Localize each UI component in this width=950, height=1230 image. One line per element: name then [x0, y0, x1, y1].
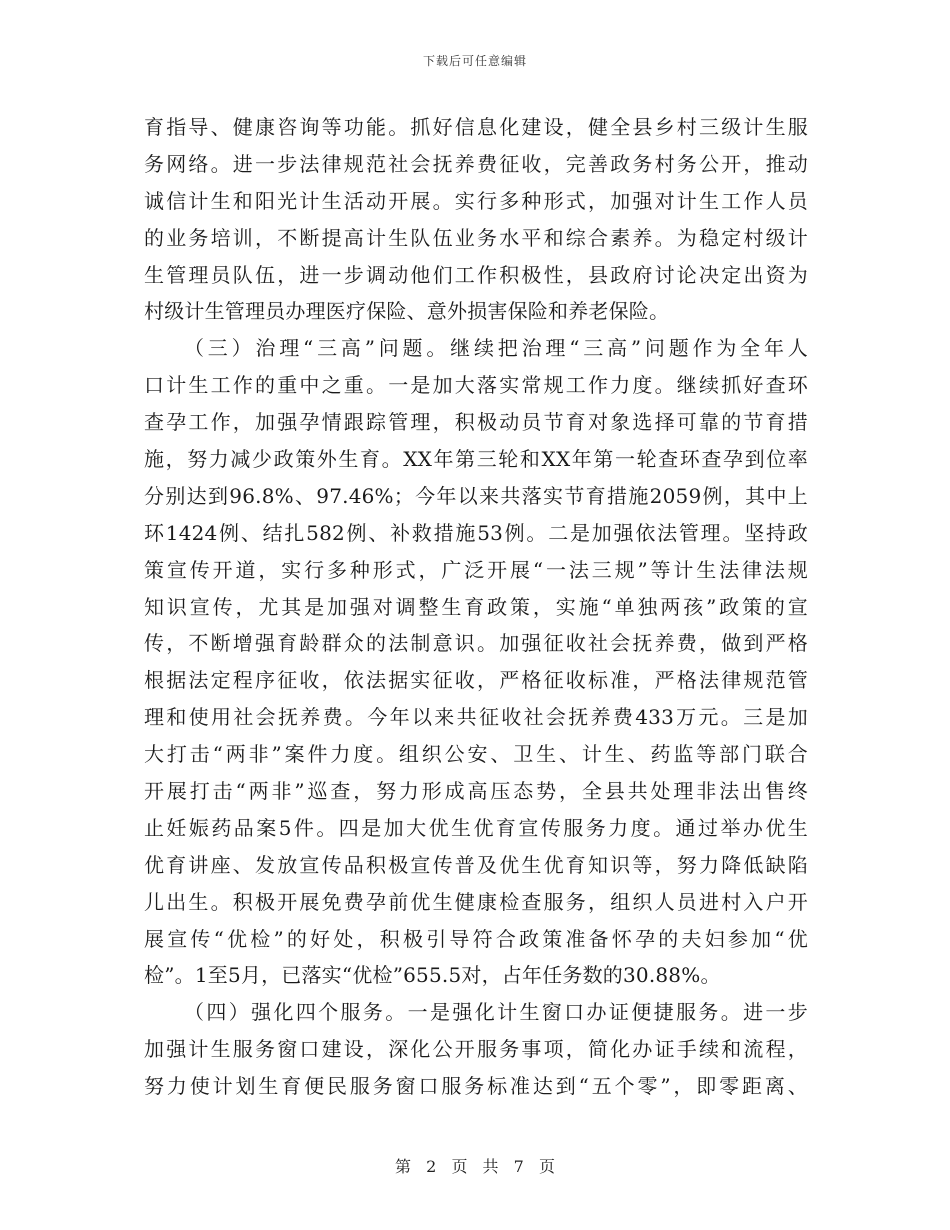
text-line: 务网络。进一步法律规范社会抚养费征收，完善政务村务公开，推动 — [144, 151, 808, 176]
text-line: 的业务培训，不断提高计生队伍业务水平和综合素养。为稳定村级计 — [144, 225, 808, 250]
current-page-number: 2 — [426, 1157, 437, 1176]
text-line: 努力使计划生育便民服务窗口服务标准达到“五个零”，即零距离、 — [144, 1074, 808, 1099]
text-line: 生管理员队伍，进一步调动他们工作积极性，县政府讨论决定出资为 — [144, 262, 808, 287]
text-line: 诚信计生和阳光计生活动开展。实行多种形式，加强对计生工作人员 — [144, 188, 808, 213]
text-line: 理和使用社会抚养费。今年以来共征收社会抚养费433万元。三是加 — [144, 705, 808, 730]
text-line: 检”。1至5月，已落实“优检”655.5对，占年任务数的30.88%。 — [144, 963, 721, 988]
page-unit-label: 页 — [538, 1157, 555, 1176]
text-line: 策宣传开道，实行多种形式，广泛开展“一法三规”等计生法律法规 — [144, 557, 808, 582]
text-line: 口计生工作的重中之重。一是加大落实常规工作力度。继续抓好查环 — [144, 373, 808, 398]
text-line: 大打击“两非”案件力度。组织公安、卫生、计生、药监等部门联合 — [144, 742, 808, 767]
text-line: 加强计生服务窗口建设，深化公开服务事项，简化办证手续和流程， — [144, 1037, 808, 1062]
text-line: 知识宣传，尤其是加强对调整生育政策，实施“单独两孩”政策的宣 — [144, 594, 808, 619]
paragraph-start-line: （三）治理“三高”问题。继续把治理“三高”问题作为全年人 — [184, 336, 808, 361]
text-line: 施，努力减少政策外生育。XX年第三轮和XX年第一轮查环查孕到位率 — [144, 447, 808, 472]
text-line: 村级计生管理员办理医疗保险、意外损害保险和养老保险。 — [144, 299, 670, 324]
text-line: 止妊娠药品案5件。四是加大优生优育宣传服务力度。通过举办优生 — [144, 815, 808, 840]
page-header: 下载后可任意编辑 — [422, 54, 527, 68]
paragraph-start-line: （四）强化四个服务。一是强化计生窗口办证便捷服务。进一步 — [184, 1000, 808, 1025]
text-line: 儿出生。积极开展免费孕前优生健康检查服务，组织人员进村入户开 — [144, 889, 808, 914]
text-line: 传，不断增强育龄群众的法制意识。加强征收社会抚养费，做到严格 — [144, 631, 808, 656]
text-line: 育指导、健康咨询等功能。抓好信息化建设，健全县乡村三级计生服 — [144, 115, 808, 139]
text-line: 优育讲座、发放宣传品积极宣传普及优生优育知识等，努力降低缺陷 — [144, 852, 808, 877]
text-line: 查孕工作，加强孕情跟踪管理，积极动员节育对象选择可靠的节育措 — [144, 410, 808, 435]
text-line: 环1424例、结扎582例、补救措施53例。二是加强依法管理。坚持政 — [144, 520, 808, 545]
total-label: 共 — [482, 1157, 499, 1176]
page-label: 第 — [395, 1157, 412, 1176]
text-line: 分别达到96.8%、97.46%；今年以来共落实节育措施2059例，其中上 — [144, 483, 808, 508]
total-pages-number: 7 — [513, 1157, 524, 1176]
document-body — [144, 109, 808, 1105]
text-line: 根据法定程序征收，依法据实征收，严格征收标准，严格法律规范管 — [144, 668, 808, 693]
text-line: 展宣传“优检”的好处，积极引导符合政策准备怀孕的夫妇参加“优 — [144, 926, 808, 951]
page-footer — [0, 1154, 950, 1177]
page-unit-label: 页 — [451, 1157, 468, 1176]
text-line: 开展打击“两非”巡查，努力形成高压态势，全县共处理非法出售终 — [144, 779, 808, 804]
